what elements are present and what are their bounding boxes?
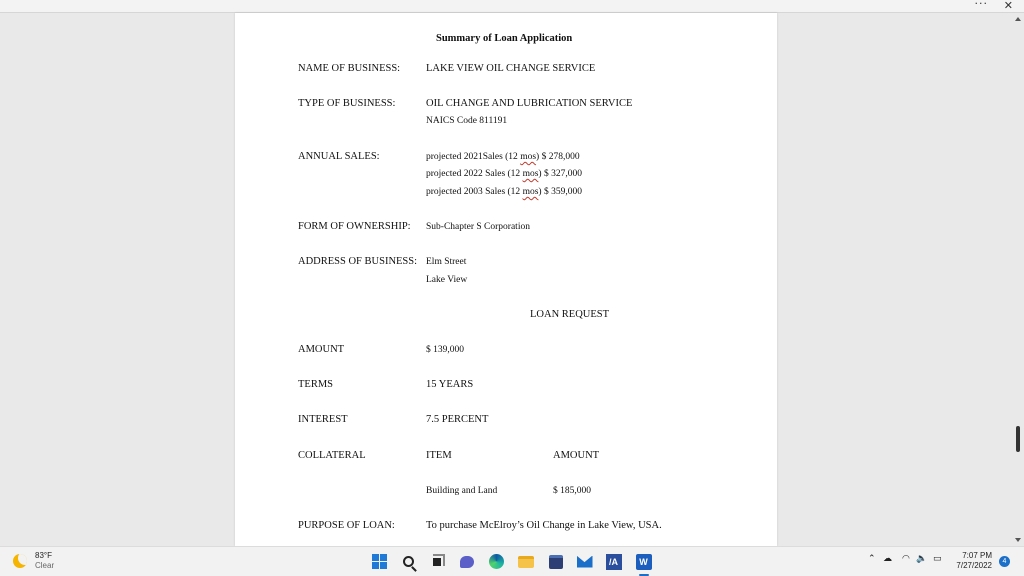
word-icon: W bbox=[636, 554, 652, 570]
sales-line: projected 2021Sales (12 mos) $ 278,000 bbox=[426, 152, 580, 162]
wifi-icon[interactable]: ◠ bbox=[902, 554, 910, 564]
scroll-up-icon[interactable] bbox=[1015, 17, 1021, 21]
scroll-down-icon[interactable] bbox=[1015, 538, 1021, 542]
edge-button[interactable] bbox=[488, 553, 505, 570]
clock-date: 7/27/2022 bbox=[956, 561, 992, 570]
mail-icon bbox=[577, 556, 593, 568]
name-value: LAKE VIEW OIL CHANGE SERVICE bbox=[426, 63, 596, 74]
task-view-icon bbox=[431, 556, 443, 568]
clock-time: 7:07 PM bbox=[962, 551, 992, 560]
weather-condition: Clear bbox=[35, 561, 55, 570]
chat-icon bbox=[460, 556, 474, 568]
amount-header: AMOUNT bbox=[553, 450, 600, 461]
moon-icon bbox=[13, 554, 27, 568]
address-line1: Elm Street bbox=[426, 257, 467, 267]
search-icon bbox=[403, 556, 414, 567]
store-icon bbox=[549, 555, 563, 569]
mail-button[interactable] bbox=[576, 553, 593, 570]
sales-line: projected 2022 Sales (12 mos) $ 327,000 bbox=[426, 169, 582, 179]
store-button[interactable] bbox=[547, 553, 564, 570]
address-label: ADDRESS OF BUSINESS: bbox=[298, 256, 418, 267]
pen-app-button[interactable] bbox=[605, 553, 622, 570]
loan-request-heading: LOAN REQUEST bbox=[530, 309, 610, 320]
taskbar bbox=[0, 546, 1024, 576]
windows-icon bbox=[372, 554, 387, 569]
ownership-value: Sub-Chapter S Corporation bbox=[426, 222, 530, 232]
search-button[interactable] bbox=[400, 553, 417, 570]
notification-badge[interactable]: 4 bbox=[999, 556, 1010, 567]
vertical-scrollbar[interactable] bbox=[1012, 13, 1024, 546]
weather-widget[interactable] bbox=[13, 551, 54, 571]
edge-browser-icon bbox=[489, 554, 504, 569]
address-line2: Lake View bbox=[426, 275, 468, 285]
word-button[interactable] bbox=[635, 553, 652, 570]
system-clock[interactable] bbox=[956, 551, 992, 571]
folder-icon bbox=[518, 556, 534, 568]
window-title-bar bbox=[0, 0, 1024, 13]
chat-button[interactable] bbox=[458, 553, 475, 570]
amount-value: $ 139,000 bbox=[426, 345, 464, 355]
purpose-value: To purchase McElroy’s Oil Change in Lake View, USA. bbox=[426, 520, 662, 531]
name-label: NAME OF BUSINESS: bbox=[298, 63, 401, 74]
sales-line: projected 2003 Sales (12 mos) $ 359,000 bbox=[426, 187, 582, 197]
pen-app-icon: /A bbox=[606, 554, 622, 570]
document-page bbox=[235, 13, 777, 546]
amount-label: AMOUNT bbox=[298, 344, 345, 355]
interest-value: 7.5 PERCENT bbox=[426, 414, 489, 425]
type-value: OIL CHANGE AND LUBRICATION SERVICE bbox=[426, 98, 633, 109]
collateral-amount: $ 185,000 bbox=[553, 486, 591, 496]
battery-icon[interactable]: ▭ bbox=[933, 554, 942, 564]
close-button[interactable]: ✕ bbox=[1003, 0, 1013, 12]
more-options-button[interactable]: ··· bbox=[974, 0, 988, 10]
cloud-icon[interactable]: ☁ bbox=[883, 554, 892, 564]
temperature: 83°F bbox=[35, 551, 52, 560]
ownership-label: FORM OF OWNERSHIP: bbox=[298, 221, 411, 232]
terms-value: 15 YEARS bbox=[426, 379, 474, 390]
collateral-label: COLLATERAL bbox=[298, 450, 366, 461]
terms-label: TERMS bbox=[298, 379, 334, 390]
naics-code: NAICS Code 811191 bbox=[426, 116, 508, 126]
show-hidden-icons-chevron-up-icon[interactable]: ⌃ bbox=[868, 554, 876, 564]
collateral-item: Building and Land bbox=[426, 486, 498, 496]
file-explorer-button[interactable] bbox=[517, 553, 534, 570]
sales-label: ANNUAL SALES: bbox=[298, 151, 380, 162]
type-label: TYPE OF BUSINESS: bbox=[298, 98, 396, 109]
interest-label: INTEREST bbox=[298, 414, 348, 425]
scrollbar-thumb[interactable] bbox=[1016, 426, 1020, 452]
start-button[interactable] bbox=[371, 553, 388, 570]
task-view-button[interactable] bbox=[428, 553, 445, 570]
document-title: Summary of Loan Application bbox=[436, 33, 573, 44]
volume-icon[interactable]: 🔈 bbox=[916, 554, 928, 564]
item-header: ITEM bbox=[426, 450, 452, 461]
purpose-label: PURPOSE OF LOAN: bbox=[298, 520, 395, 531]
